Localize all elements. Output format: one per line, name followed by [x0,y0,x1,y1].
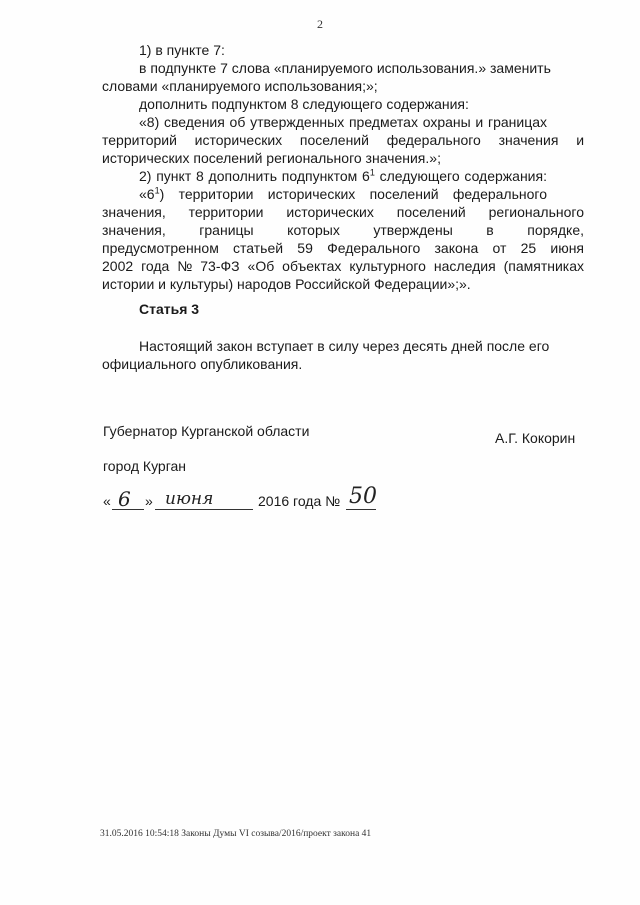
subitem-7-line-1: в подпункте 7 слова «планируемого использования.» заменить [139,60,551,76]
year-and-number-label: 2016 года № [258,493,341,509]
city-label: город Курган [103,458,187,474]
subitem-8-line-3: исторических поселений регионального значения.»; [102,150,441,166]
item-1-heading: 1) в пункте 7: [139,42,225,58]
quote-line-6: истории и культуры) народов Российской Федерации»;». [102,276,471,292]
date-line [103,484,403,516]
add-subitem-8-line: дополнить подпунктом 8 следующего содержания: [139,96,469,112]
date-open-quote: « [103,493,111,509]
governor-name: А.Г. Кокорин [495,430,576,446]
page-number: 2 [317,17,323,31]
month-underline [155,509,253,510]
subitem-7-line-2: словами «планируемого использования;»; [102,78,378,94]
handwritten-month: июня [165,489,214,509]
article-3-text [102,337,584,373]
article-3-heading: Статья 3 [139,301,200,317]
handwritten-day: 6 [118,487,131,511]
quote-line-5: 2002 года № 73-ФЗ «Об объектах культурного наследия (памятниках [102,258,585,274]
number-underline [346,509,376,510]
subitem-8-line-1: «8) сведения об утвержденных предметах охраны и границах [139,114,548,130]
footer-file-path: 31.05.2016 10:54:18 Законы Думы VI созыва/2016/проект закона 41 [100,829,372,839]
quote-line-2: значения, территории исторических поселений регионального [102,204,584,220]
quote-line-4: предусмотренном статьей 59 Федерального закона от 25 июня [102,240,585,256]
governor-title: Губернатор Курганской области [103,423,310,439]
item-2-heading: 2) пункт 8 дополнить подпунктом $6^1$ следующего содержания: [139,167,547,184]
amendment-item-2 [102,167,584,293]
date-close-quote: » [145,493,153,509]
subitem-8-line-2: территорий исторических поселений федерального значения и [102,132,585,148]
handwritten-number: 50 [349,484,377,509]
amendment-item-1 [102,41,584,167]
article-3-line-2: официального опубликования. [102,356,303,372]
quote-line-3: значения, границы которых утверждены в порядке, [102,222,585,238]
quote-line-1: «$6^1$) территории исторических поселений федерального [139,185,547,202]
article-3-line-1: Настоящий закон вступает в силу через десять дней после его [139,338,550,354]
